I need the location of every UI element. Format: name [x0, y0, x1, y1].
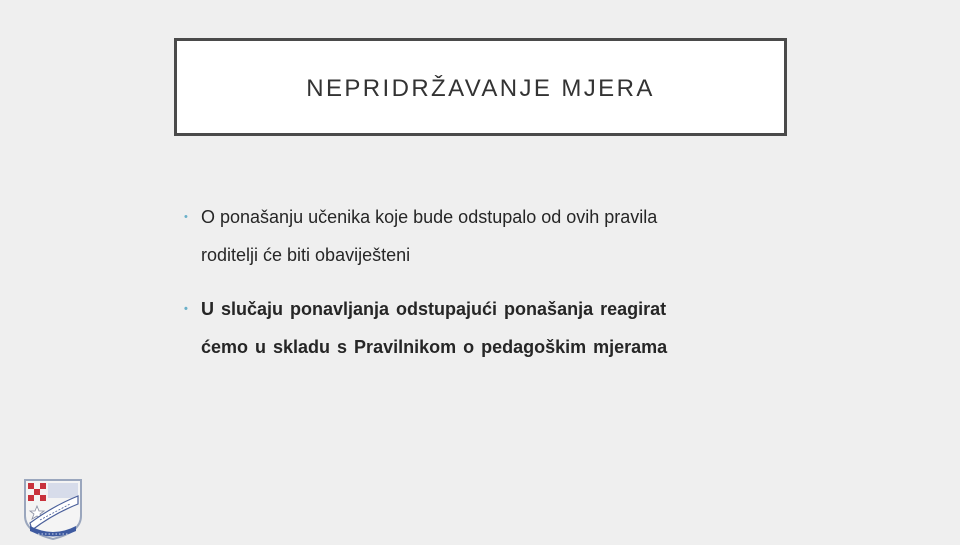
slide-title: NEPRIDRŽAVANJE MJERA — [306, 75, 655, 102]
bullet-item-2 — [184, 290, 804, 366]
bullet-item-1 — [184, 198, 804, 274]
bullet-2-line-1: U slučaju ponavljanja odstupajući ponašanja reagirat — [201, 299, 667, 319]
bullet-marker: • — [184, 211, 188, 223]
bullet-list — [184, 198, 804, 366]
bullet-2-line-2: ćemo u skladu s Pravilnikom o pedagoškim mjerama — [201, 337, 668, 357]
bullet-1-line-1: O ponašanju učenika koje bude odstupalo od ovih pravila — [201, 207, 658, 227]
school-crest-icon — [20, 476, 86, 540]
title-box — [174, 38, 787, 136]
bullet-1-line-2: roditelji će biti obaviješteni — [201, 245, 411, 265]
bullet-marker: • — [184, 303, 188, 315]
